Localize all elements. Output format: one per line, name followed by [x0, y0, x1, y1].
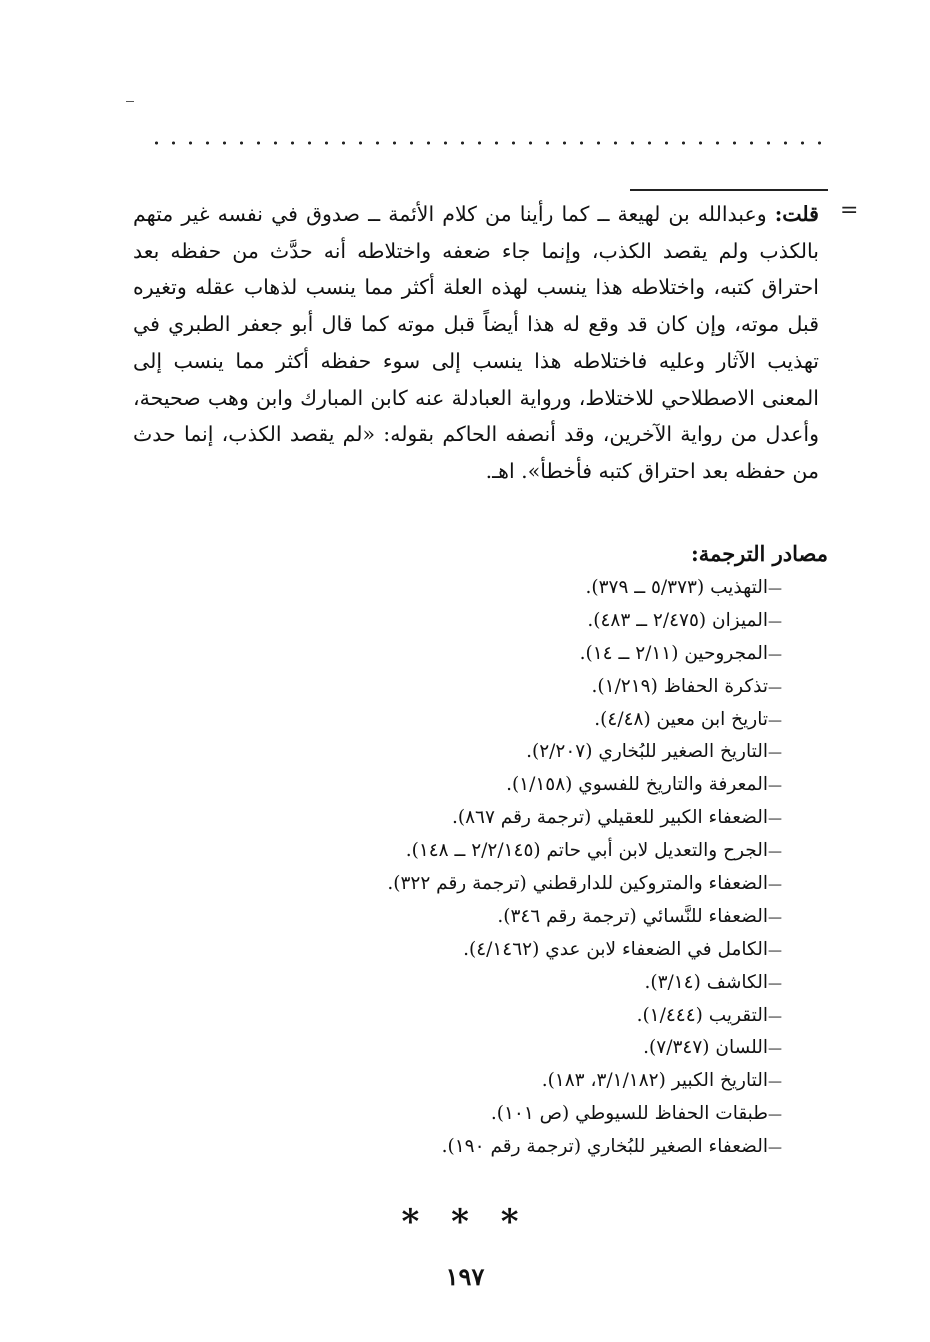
source-item: — الضعفاء والمتروكين للدارقطني (ترجمة رقم ٣٢٢). [222, 868, 782, 901]
source-item: — الضعفاء للنَّسائي (ترجمة رقم ٣٤٦). [222, 901, 782, 934]
source-item: — الضعفاء الصغير للبُخاري (ترجمة رقم ١٩٠). [222, 1131, 782, 1164]
scan-mark [126, 101, 134, 102]
source-item: — التقريب (١/٤٤٤). [222, 1000, 782, 1033]
source-item: — الكاشف (٣/١٤). [222, 967, 782, 1000]
source-item: — المجروحين (٢/١١ ــ ١٤). [222, 638, 782, 671]
footnote-lead: قلت: [774, 202, 819, 226]
source-item: — تذكرة الحفاظ (١/٢١٩). [222, 671, 782, 704]
source-item: — المعرفة والتاريخ للفسوي (١/١٥٨). [222, 769, 782, 802]
source-item: — تاريخ ابن معين (٤/٤٨). [222, 704, 782, 737]
source-item: — الميزان (٢/٤٧٥ ــ ٤٨٣). [222, 605, 782, 638]
source-item: — الكامل في الضعفاء لابن عدي (٤/١٤٦٢). [222, 934, 782, 967]
footnote-text: وعبدالله بن لهيعة ــ كما رأينا من كلام الأئمة ــ صدوق في نفسه غير متهم بالكذب ولم يقصد الكذب، وإنما جاء ضعفه واختلاطه أنه حدَّث من حفظه بعد احتراق كتبه، واختلاطه هذا ينسب لهذه العلة أكثر مما ينسب لذهاب عقله وتغيره قبل موته، وإن كان قد وقع له هذا أيضاً قبل موته كما قال أبو جعفر الطبري في تهذيب الآثار وعليه فاختلاطه هذا ينسب إلى سوء حفظه أكثر مما ينسب إلى المعنى الاصطلاحي للاختلاط، ورواية العبادلة عنه كابن المبارك وابن وهب صحيحة، وأعدل من رواية الآخرين، وقد أنصفه الحاكم بقوله: «لم يقصد الكذب، إنما حدث من حفظه بعد احتراق كتبه فأخطأ». اهـ. [133, 202, 819, 483]
source-item: — التاريخ الصغير للبُخاري (٢/٢٠٧). [222, 736, 782, 769]
source-item: — التهذيب (٥/٣٧٣ ــ ٣٧٩). [222, 572, 782, 605]
section-separator: * * * [401, 1202, 529, 1242]
sources-list [222, 572, 782, 1164]
source-item: — الجرح والتعديل لابن أبي حاتم (٢/٢/١٤٥ ــ ١٤٨). [222, 835, 782, 868]
page-number: ١٩٧ [445, 1262, 485, 1291]
source-item: — التاريخ الكبير (٣/١/١٨٢، ١٨٣). [222, 1065, 782, 1098]
sources-heading: مصادر الترجمة: [691, 541, 828, 566]
footnote-rule [630, 189, 828, 191]
footnote-paragraph [133, 196, 819, 490]
source-item: — اللسان (٧/٣٤٧). [222, 1032, 782, 1065]
source-item: — طبقات الحفاظ للسيوطي (ص ١٠١). [222, 1098, 782, 1131]
footnote-continuation-marker: = [840, 198, 859, 223]
dotted-separator [148, 140, 826, 146]
source-item: — الضعفاء الكبير للعقيلي (ترجمة رقم ٨٦٧). [222, 802, 782, 835]
